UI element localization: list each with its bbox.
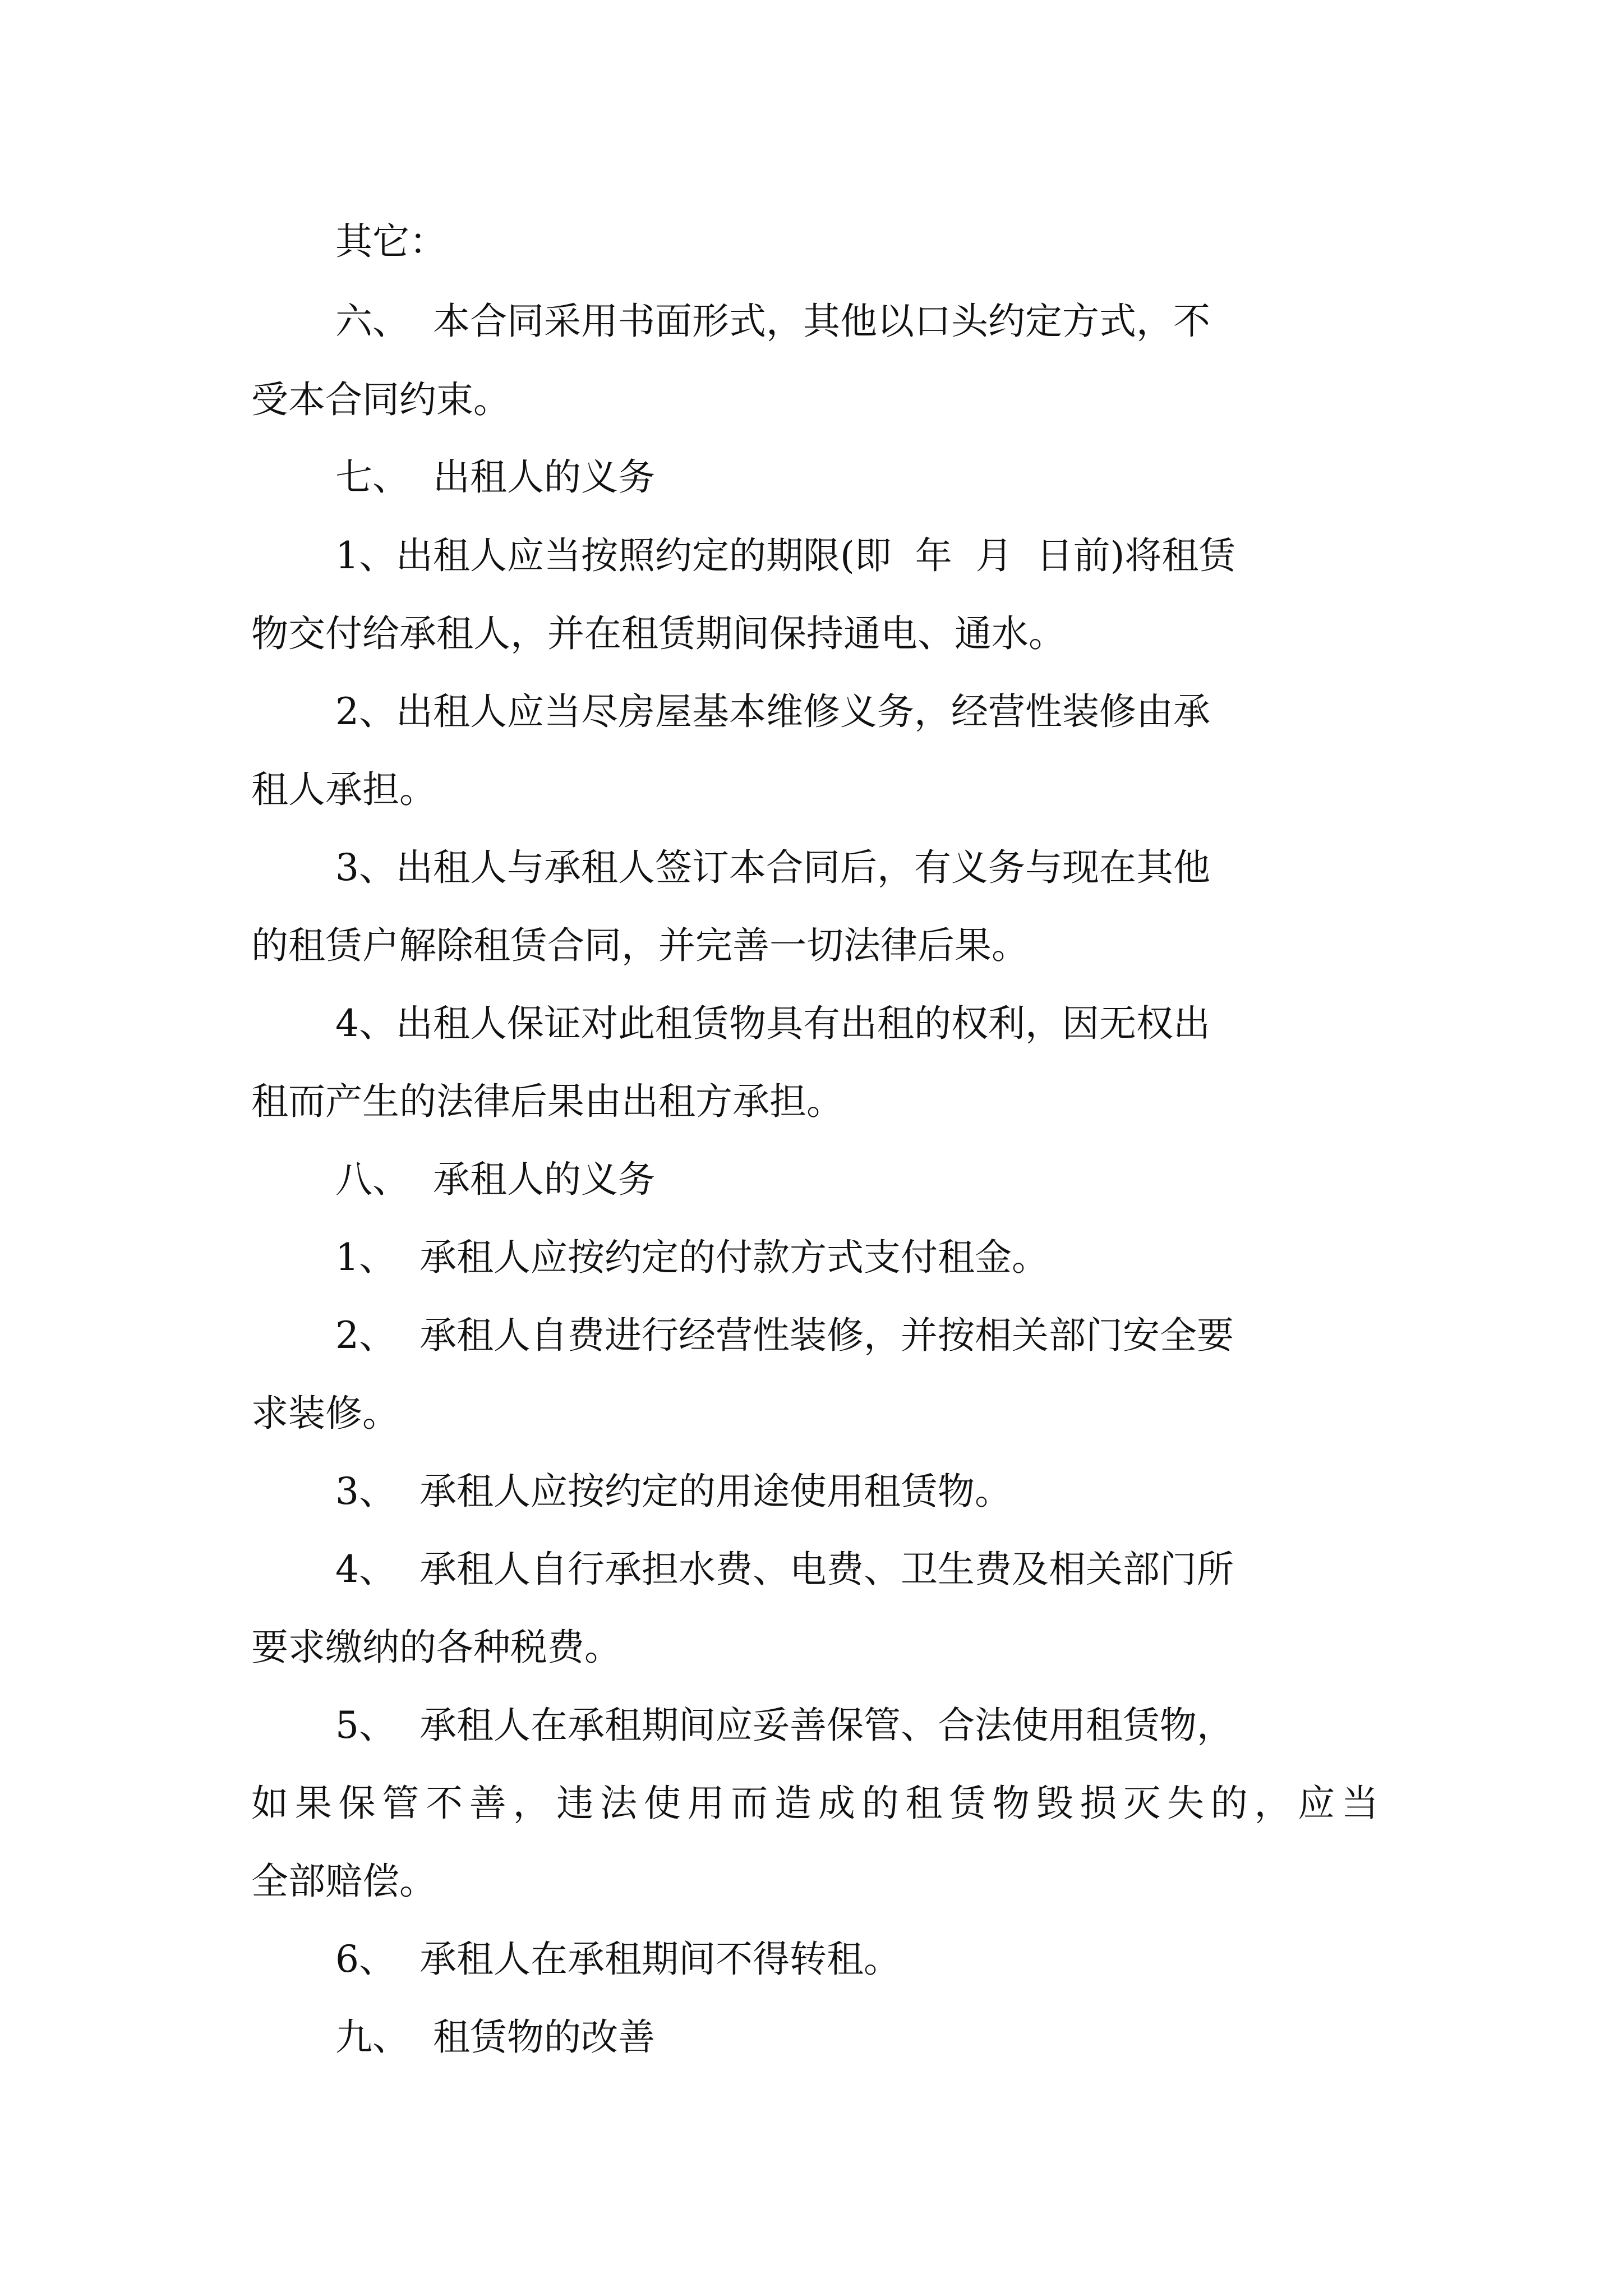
clause-8-item-5-cont-2: 全部赔偿。 [251, 1860, 436, 1903]
clause-7-item-2-cont: 租人承担。 [251, 768, 436, 811]
clause-7-item-2: 2、出租人应当尽房屋基本维修义务，经营性装修由承 [335, 690, 1210, 733]
clause-8-heading: 八、 承租人的义务 [335, 1158, 655, 1201]
clause-7-item-4-cont: 租而产生的法律后果由出租方承担。 [251, 1080, 843, 1123]
clause-9-heading: 九、 租赁物的改善 [335, 2016, 655, 2059]
clause-7-item-3-cont: 的租赁户解除租赁合同，并完善一切法律后果。 [251, 924, 1029, 967]
clause-7-item-4: 4、出租人保证对此租赁物具有出租的权利，因无权出 [335, 1002, 1210, 1045]
clause-6: 六、 本合同采用书面形式，其他以口头约定方式，不 [335, 300, 1210, 343]
clause-7-item-1: 1、出租人应当按照约定的期限(即 年 月 日前)将租赁 [335, 534, 1236, 577]
clause-7-heading: 七、 出租人的义务 [335, 455, 655, 499]
clause-6-cont: 受本合同约束。 [251, 378, 510, 421]
clause-8-item-4-cont: 要求缴纳的各种税费。 [251, 1626, 621, 1669]
clause-8-item-1: 1、 承租人应按约定的付款方式支付租金。 [335, 1236, 1049, 1279]
heading-other: 其它： [335, 220, 446, 263]
clause-8-item-5: 5、 承租人在承租期间应妥善保管、合法使用租赁物， [335, 1704, 1234, 1747]
clause-8-item-3: 3、 承租人应按约定的用途使用租赁物。 [335, 1470, 1012, 1513]
clause-8-item-2-cont: 求装修。 [251, 1392, 399, 1435]
clause-8-item-6: 6、 承租人在承租期间不得转租。 [335, 1938, 901, 1981]
clause-8-item-5-cont: 如果保管不善，违法使用而造成的租赁物毁损灭失的，应当 [251, 1782, 1378, 1825]
clause-8-item-4: 4、 承租人自行承担水费、电费、卫生费及相关部门所 [335, 1548, 1234, 1591]
clause-8-item-2: 2、 承租人自费进行经营性装修，并按相关部门安全要 [335, 1314, 1234, 1357]
clause-7-item-1-cont: 物交付给承租人，并在租赁期间保持通电、通水。 [251, 612, 1066, 655]
clause-7-item-3: 3、出租人与承租人签订本合同后，有义务与现在其他 [335, 846, 1210, 889]
